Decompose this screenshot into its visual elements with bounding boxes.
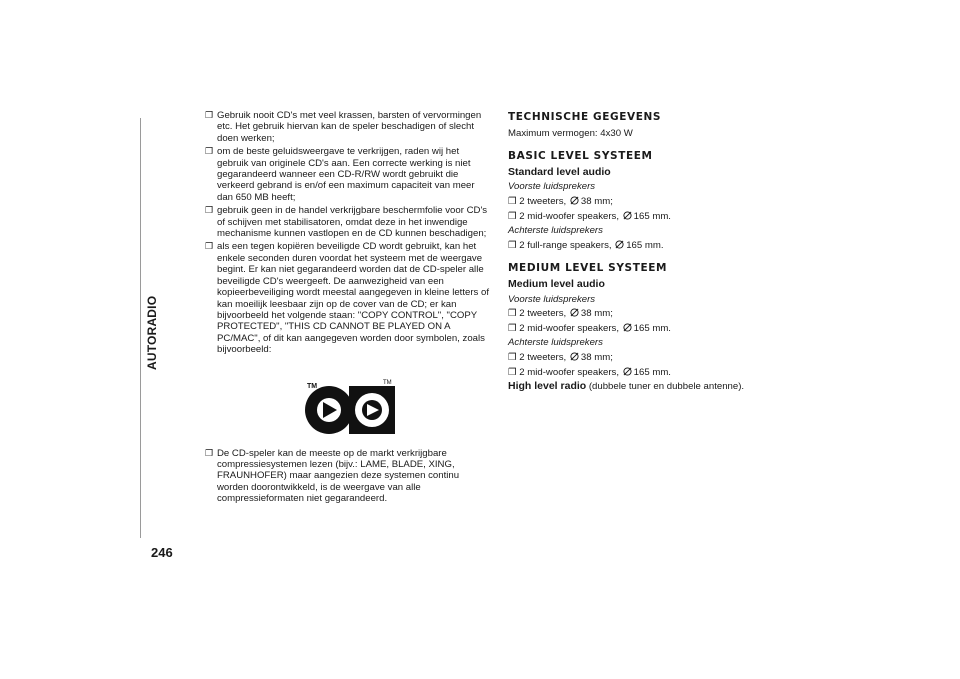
copy-protection-cd-logo <box>205 378 493 438</box>
trademark-mark: TM <box>307 382 318 390</box>
right-column <box>508 112 768 396</box>
checkbox-bullet-icon: ❒ <box>205 241 214 252</box>
page-number: 246 <box>151 545 173 560</box>
basic-front-label: Voorste luidsprekers <box>508 181 596 193</box>
basic-subheading: Standard level audio <box>508 165 611 178</box>
checkbox-bullet-icon: ❒ <box>205 447 214 458</box>
list-item: ❒ 2 mid-woofer speakers, 165 mm. <box>508 366 671 378</box>
medium-subheading: Medium level audio <box>508 277 605 290</box>
medium-front-label: Voorste luidsprekers <box>508 293 596 305</box>
checkbox-bullet-icon: ❒ <box>508 322 520 334</box>
checkbox-bullet-icon: ❒ <box>508 195 520 207</box>
diameter-icon <box>570 308 579 317</box>
list-item: ❒ 2 mid-woofer speakers, 165 mm. <box>508 210 671 222</box>
basic-heading: BASIC LEVEL SYSTEEM <box>508 150 653 163</box>
tech-heading: TECHNISCHE GEGEVENS <box>508 111 662 123</box>
checkbox-bullet-icon: ❒ <box>508 210 520 222</box>
list-item: ❒ Gebruik nooit CD's met veel krassen, barsten of vervormingen etc. Het gebruik hiervan kan de speler beschadigen of slecht doen werken; <box>205 110 482 144</box>
basic-rear-label: Achterste luidsprekers <box>508 225 603 237</box>
list-item: ❒ gebruik geen in de handel verkrijgbare beschermfolie voor CD's of schijven met stabilisatoren, omdat deze in het inwendige mechanisme kunnen vastlopen en de CD kunnen beschadigen; <box>205 205 488 240</box>
sidebar-rule <box>140 118 141 538</box>
list-item: ❒ als een tegen kopiëren beveiligde CD wordt gebruikt, kan het enkele seconden duren voordat het systeem met de weergave begint. Er kan niet gegarandeerd worden dat de CD-speler alle beveiligde CD's weergeeft. De aanwezigheid van een kopieerbeveiliging wordt meestal aangegeven in kleine letters of kan moeilijk leesbaar zijn op de cover van de CD; er kan bijvoorbeeld het volgende staan: "COPY CONTROL", "COPY PROTECTED", "THIS CD CANNOT BE PLAYED ON A PC/MAC", of dit kan aangegeven worden door symbolen, zoals bijvoorbeeld: <box>205 241 489 356</box>
diameter-icon <box>623 367 632 376</box>
trademark-mark: TM <box>383 379 392 386</box>
checkbox-bullet-icon: ❒ <box>508 308 520 320</box>
max-power: Maximum vermogen: 4x30 W <box>508 127 633 139</box>
diameter-icon <box>623 211 632 220</box>
checkbox-bullet-icon: ❒ <box>508 366 520 378</box>
high-level-radio: High level radio (dubbele tuner en dubbele antenne). <box>508 380 745 393</box>
diameter-icon <box>570 352 579 361</box>
diameter-icon <box>570 196 579 205</box>
list-item: ❒ 2 mid-woofer speakers, 165 mm. <box>508 322 671 334</box>
checkbox-bullet-icon: ❒ <box>508 351 520 363</box>
list-item: ❒ De CD-speler kan de meeste op de markt verkrijgbare compressiesystemen lezen (bijv.: LAME, BLADE, XING, FRAUNHOFER) maar aangezien deze systemen continu worden doorontwikkeld, is de weergave van alle compressieformaten niet gegarandeerd. <box>205 447 460 505</box>
checkbox-bullet-icon: ❒ <box>205 146 214 157</box>
checkbox-bullet-icon: ❒ <box>508 239 520 251</box>
list-item: ❒ 2 tweeters, 38 mm; <box>508 308 613 320</box>
checkbox-bullet-icon: ❒ <box>205 205 214 216</box>
diameter-icon <box>615 240 624 249</box>
list-item: ❒ 2 tweeters, 38 mm; <box>508 195 613 207</box>
diameter-icon <box>623 323 632 332</box>
checkbox-bullet-icon: ❒ <box>205 110 214 120</box>
list-item: ❒ om de beste geluidsweergave te verkrijgen, raden wij het gebruik van originele CD's aan. Een correcte werking is niet gegarandeerd wanneer een CD-R/RW wordt gebruikt die verkeerd gebrand is en/of een maximum capaciteit van meer dan 650 MB heeft; <box>205 146 475 203</box>
section-label: AUTORADIO <box>145 295 159 370</box>
medium-heading: MEDIUM LEVEL SYSTEEM <box>508 262 668 275</box>
medium-rear-label: Achterste luidsprekers <box>508 337 603 349</box>
list-item: ❒ 2 tweeters, 38 mm; <box>508 351 613 363</box>
list-item: ❒ 2 full-range speakers, 165 mm. <box>508 239 664 251</box>
left-column <box>205 110 493 507</box>
